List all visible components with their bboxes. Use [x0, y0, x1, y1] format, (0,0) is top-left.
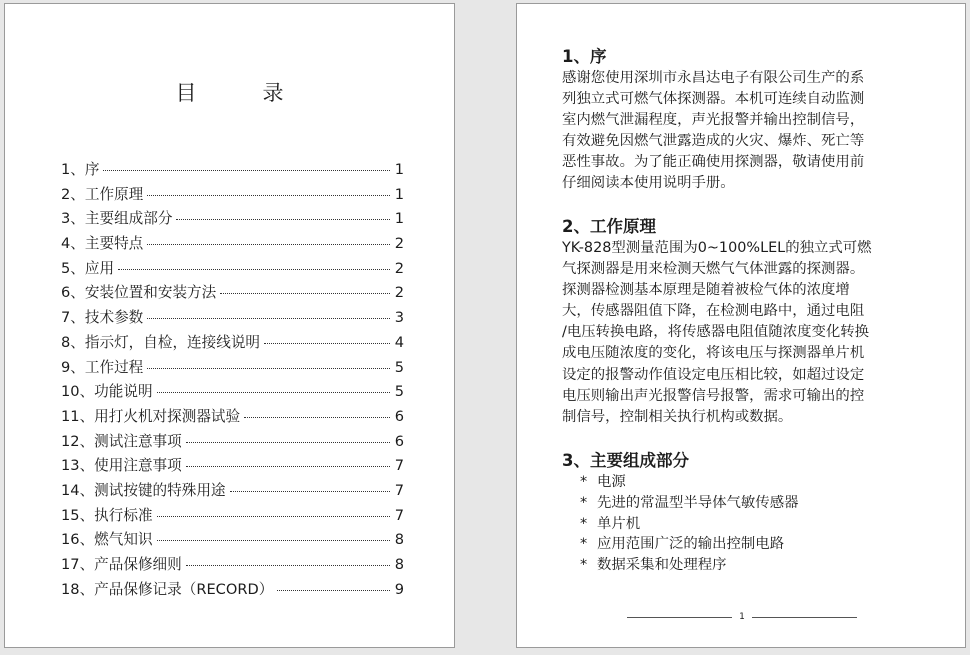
toc-leader-dots [220, 293, 390, 294]
toc-leader-dots [118, 269, 390, 270]
toc-list [61, 158, 404, 602]
toc-item [61, 528, 404, 553]
toc-item-label: 5、应用 [61, 259, 115, 277]
toc-leader-dots [264, 343, 390, 344]
toc-leader-dots [157, 516, 390, 517]
component-item: * 电源 [580, 472, 962, 493]
toc-item [61, 405, 404, 430]
toc-item [61, 504, 404, 529]
paragraph-line: /电压转换电路，将传感器电阻值随浓度变化转换 [562, 324, 870, 341]
component-item: * 先进的常温型半导体气敏传感器 [580, 493, 962, 514]
toc-item-label: 15、执行标准 [61, 506, 153, 524]
toc-item-page: 8 [394, 531, 404, 549]
toc-leader-dots [147, 318, 390, 319]
toc-item-page: 7 [394, 481, 404, 499]
toc-leader-dots [147, 195, 390, 196]
component-item: * 数据采集和处理程序 [580, 555, 962, 576]
toc-item [61, 380, 404, 405]
section-heading: 2、工作原理 [562, 217, 656, 236]
toc-item-label: 8、指示灯，自检，连接线说明 [61, 333, 261, 351]
toc-item-label: 6、安装位置和安装方法 [61, 284, 217, 302]
left-page [4, 3, 455, 648]
page-number: 1 [739, 612, 745, 622]
toc-item-page: 3 [394, 309, 404, 327]
toc-item-label: 13、使用注意事项 [61, 457, 182, 475]
footer-rule-left [627, 617, 732, 618]
page-footer [627, 612, 857, 622]
toc-item [61, 331, 404, 356]
toc-leader-dots [157, 540, 390, 541]
toc-item-page: 8 [394, 556, 404, 573]
right-page [516, 3, 966, 648]
toc-item [61, 306, 404, 331]
paragraph-line: 设定的报警动作值设定电压相比较，如超过设定 [562, 366, 865, 383]
section-main-components [562, 450, 962, 576]
component-list [562, 472, 962, 576]
toc-leader-dots [147, 244, 390, 245]
toc-item-label: 7、技术参数 [61, 309, 144, 327]
toc-title [5, 77, 454, 107]
toc-item-label: 14、测试按键的特殊用途 [61, 481, 226, 499]
toc-leader-dots [186, 466, 390, 467]
toc-item-page: 2 [394, 284, 404, 302]
toc-item-page: 7 [394, 506, 404, 524]
toc-item [61, 454, 404, 479]
paragraph-line: YK-828型测量范围为0~100%LEL的独立式可燃 [562, 240, 872, 256]
toc-item-label: 12、测试注意事项 [61, 432, 182, 450]
toc-item [61, 578, 404, 603]
toc-item [61, 479, 404, 504]
toc-item-label: 16、燃气知识 [61, 531, 153, 549]
toc-leader-dots [103, 170, 390, 171]
toc-item [61, 430, 404, 455]
toc-item [61, 207, 404, 232]
toc-item-label: 18、产品保修记录（RECORD） [61, 580, 274, 598]
paragraph-line: 列独立式可燃气体探测器。本机可连续自动监测 [562, 91, 865, 108]
toc-leader-dots [186, 565, 390, 566]
toc-leader-dots [186, 442, 390, 443]
paragraph-line: 电压则输出声光报警信号报警，需求可输出的控 [562, 387, 865, 404]
toc-item-page: 6 [394, 432, 404, 450]
toc-item [61, 356, 404, 381]
toc-item-page: 7 [394, 457, 404, 475]
toc-item [61, 158, 404, 183]
toc-item [61, 232, 404, 257]
toc-item-page: 5 [394, 358, 404, 376]
component-item: * 单片机 [580, 514, 962, 535]
paragraph-line: 恶性事故。为了能正确使用探测器，敬请使用前 [562, 154, 865, 171]
toc-title-char: 目 [175, 81, 197, 105]
toc-item-label: 17、产品保修细则 [61, 556, 182, 573]
toc-item [61, 257, 404, 282]
toc-item [61, 183, 404, 208]
paragraph-line: 气探测器是用来检测天燃气气体泄露的探测器。 [562, 261, 865, 278]
toc-item-page: 4 [394, 333, 404, 351]
toc-item-page: 5 [394, 383, 404, 401]
paragraph-line: 仔细阅读本使用说明手册。 [562, 175, 735, 192]
toc-leader-dots [277, 590, 390, 591]
paragraph-line: 室内燃气泄漏程度，声光报警并输出控制信号， [562, 112, 865, 129]
toc-leader-dots [147, 368, 390, 369]
toc-item [61, 281, 404, 306]
toc-item-label: 3、主要组成部分 [61, 210, 173, 228]
toc-item-page: 2 [394, 235, 404, 253]
toc-item-label: 4、主要特点 [61, 235, 144, 253]
toc-item-label: 9、工作过程 [61, 358, 144, 376]
footer-rule-right [752, 617, 857, 618]
paragraph-line: 制信号，控制相关执行机构或数据。 [562, 408, 793, 425]
toc-item [61, 553, 404, 578]
toc-item-page: 1 [394, 161, 404, 178]
section-heading: 3、主要组成部分 [562, 451, 689, 470]
toc-item-page: 6 [394, 407, 404, 425]
toc-item-label: 2、工作原理 [61, 185, 144, 203]
section-working-principle [562, 216, 962, 428]
section-preface [562, 46, 962, 195]
toc-leader-dots [230, 491, 390, 492]
toc-item-page: 9 [394, 580, 404, 598]
paragraph-line: 探测器检测基本原理是随着被检气体的浓度增 [562, 282, 850, 299]
toc-item-label: 10、功能说明 [61, 383, 153, 401]
paragraph-line: 感谢您使用深圳市永昌达电子有限公司生产的系 [562, 70, 865, 86]
section-heading: 1、序 [562, 47, 607, 66]
toc-item-page: 1 [394, 185, 404, 203]
toc-leader-dots [176, 219, 390, 220]
toc-title-char: 录 [262, 81, 284, 105]
paragraph-line: 大，传感器阻值下降，在检测电路中，通过电阻 [562, 303, 865, 320]
toc-item-page: 2 [394, 259, 404, 277]
toc-item-label: 11、用打火机对探测器试验 [61, 407, 241, 425]
toc-item-page: 1 [394, 210, 404, 228]
paragraph-line: 有效避免因燃气泄露造成的火灾、爆炸、死亡等 [562, 133, 865, 150]
toc-item-label: 1、序 [61, 161, 100, 178]
paragraph-line: 成电压随浓度的变化，将该电压与探测器单片机 [562, 345, 865, 362]
toc-leader-dots [157, 392, 390, 393]
toc-leader-dots [244, 417, 390, 418]
component-item: * 应用范围广泛的输出控制电路 [580, 534, 962, 555]
